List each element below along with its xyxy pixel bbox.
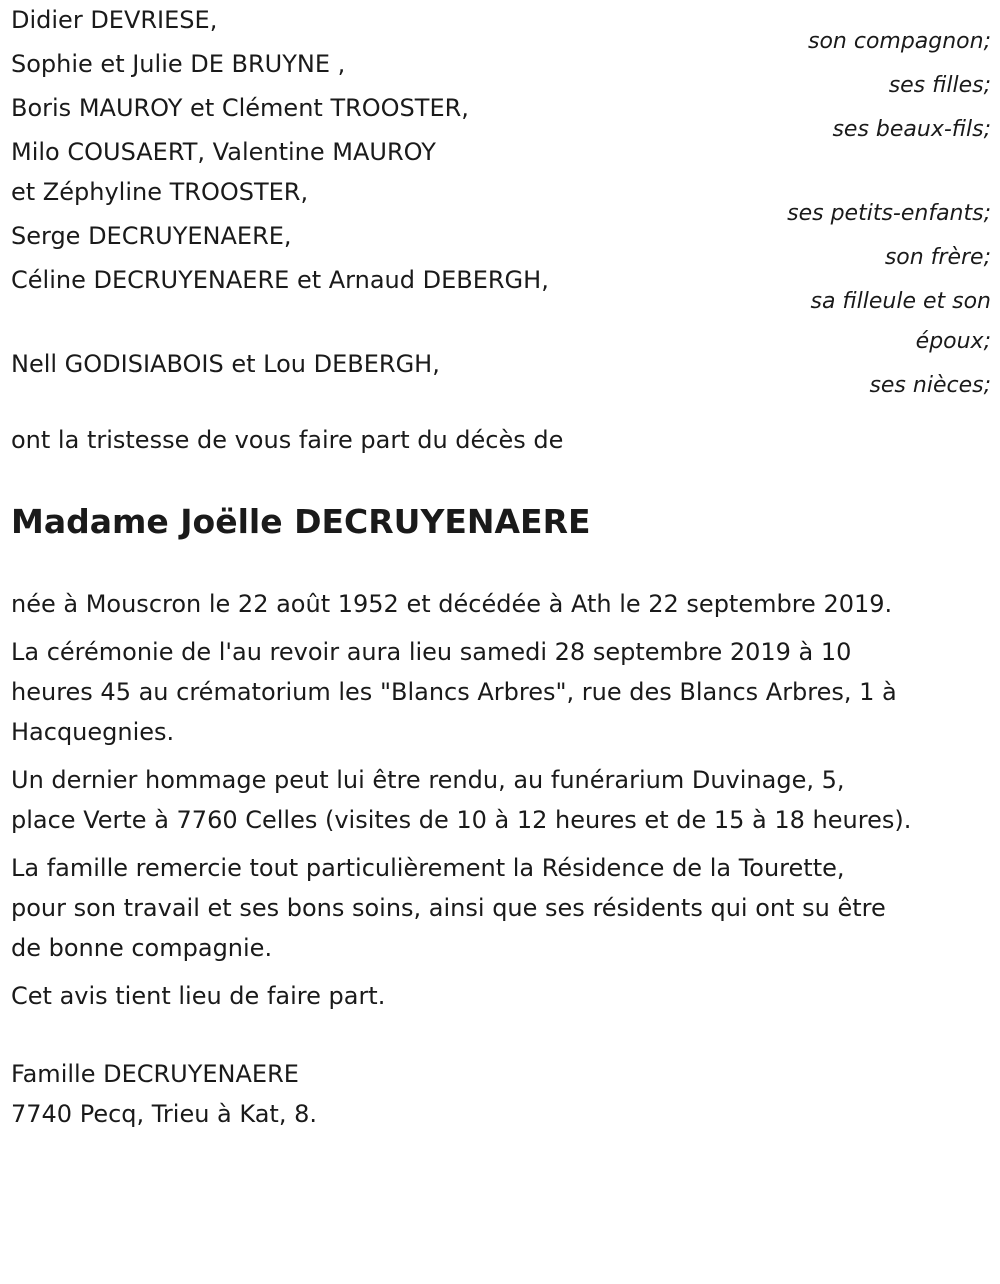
paragraph-line: La famille remercie tout particulièrement la Résidence de la Tourette, [11,854,845,882]
family-names: Sophie et Julie DE BRUYNE , [11,50,346,78]
notice-paragraph [11,976,991,1016]
family-relation: son compagnon; [807,29,991,54]
tribute-paragraph [11,760,991,840]
family-relation: ses beaux-fils; [832,117,991,142]
family-relation: ses nièces; [869,373,991,398]
family-names: Céline DECRUYENAERE et Arnaud DEBERGH, [11,266,549,294]
family-names: et Zéphyline TROOSTER, [11,178,309,206]
deceased-name: Madame Joëlle DECRUYENAERE [11,502,591,541]
family-names: Didier DEVRIESE, [11,6,218,34]
family-relation: époux; [915,329,991,354]
family-names: Nell GODISIABOIS et Lou DEBERGH, [11,350,440,378]
family-names: Serge DECRUYENAERE, [11,222,292,250]
paragraph-line: de bonne compagnie. [11,934,273,962]
paragraph-line: pour son travail et ses bons soins, ainsi que ses résidents qui ont su être [11,894,886,922]
paragraph-line: heures 45 au crématorium les "Blancs Arbres", rue des Blancs Arbres, 1 à [11,678,897,706]
family-entry [11,344,991,406]
signature-block [11,1054,991,1134]
obituary-notice [11,0,991,1134]
paragraph-line: place Verte à 7760 Celles (visites de 10 à 12 heures et de 15 à 18 heures). [11,806,912,834]
family-names: Milo COUSAERT, Valentine MAUROY [11,138,436,166]
thanks-paragraph [11,848,991,968]
announcement: ont la tristesse de vous faire part du décès de [11,426,564,454]
paragraph-line: Hacquegnies. [11,718,175,746]
family-names: Boris MAUROY et Clément TROOSTER, [11,94,469,122]
family-relation: ses petits-enfants; [787,201,991,226]
paragraph-line: La cérémonie de l'au revoir aura lieu samedi 28 septembre 2019 à 10 [11,638,852,666]
paragraph-line: née à Mouscron le 22 août 1952 et décédée à Ath le 22 septembre 2019. [11,590,893,618]
family-list [11,0,991,406]
paragraph-line: Cet avis tient lieu de faire part. [11,982,386,1010]
family-relation: sa filleule et son [810,289,991,314]
signature-family: Famille DECRUYENAERE [11,1060,299,1088]
signature-address: 7740 Pecq, Trieu à Kat, 8. [11,1100,317,1128]
ceremony-paragraph [11,632,991,752]
family-relation: ses filles; [888,73,991,98]
birth-death-paragraph [11,584,991,624]
family-relation: son frère; [884,245,991,270]
paragraph-line: Un dernier hommage peut lui être rendu, au funérarium Duvinage, 5, [11,766,845,794]
